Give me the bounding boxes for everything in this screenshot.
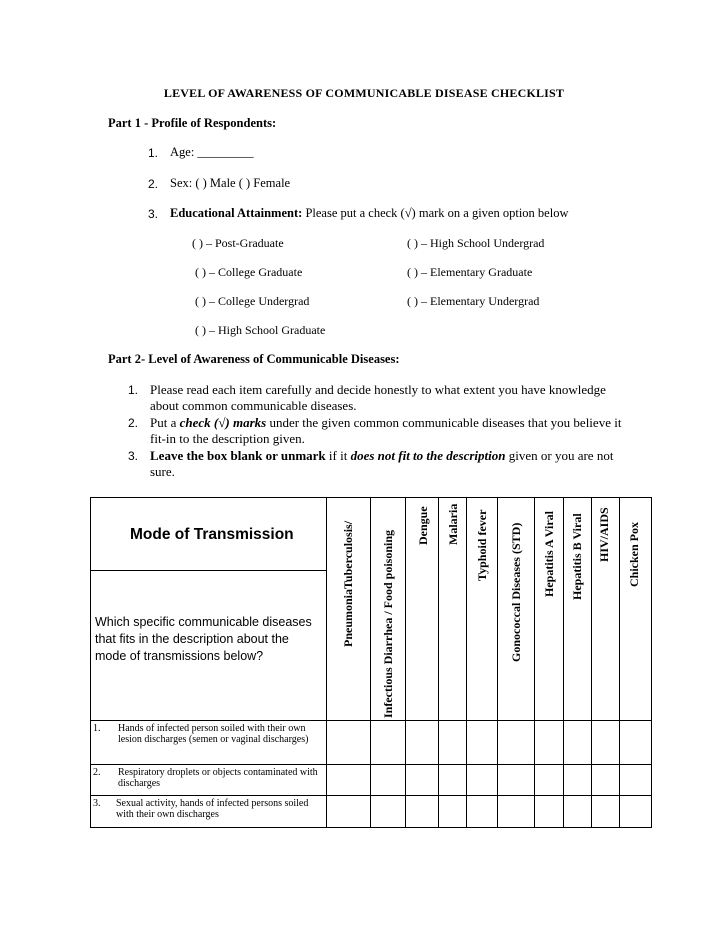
check-cell[interactable] [327,796,370,827]
instruction-3: Leave the box blank or unmark if it does not fit to the description given or you are not sure. [150,448,614,479]
part1-heading: Part 1 - Profile of Respondents: [108,116,277,130]
header-gonococcal: Gonococcal Diseases (STD) [509,522,523,662]
check-cell[interactable] [535,796,563,827]
header-pneumonia-tuberculosis: PneumoniaTuberculosis/ [341,520,355,647]
instruction-number: 1. [128,383,139,397]
option-college-undergrad[interactable]: ( ) – College Undergrad [195,294,310,308]
table-question: Which specific communicable diseases that fits in the description about the mode of transmissions below? [95,615,312,663]
item-number: 1. [148,146,159,160]
check-cell[interactable] [592,796,619,827]
check-cell[interactable] [467,796,497,827]
instruction-number: 3. [128,449,139,463]
option-elementary-graduate[interactable]: ( ) – Elementary Graduate [407,265,533,279]
row-1-description: Hands of infected person soiled with their own lesion discharges (semen or vaginal discharges) [118,723,309,745]
option-post-graduate[interactable]: ( ) – Post-Graduate [192,236,284,250]
header-infectious-diarrhea: Infectious Diarrhea / Food poisoning [381,529,395,718]
check-cell[interactable] [406,721,438,764]
check-cell[interactable] [592,721,619,764]
item-number: 2. [148,177,159,191]
check-cell[interactable] [327,721,370,764]
check-cell[interactable] [620,721,651,764]
check-marks-emphasis: check (√) marks [179,415,267,430]
check-cell[interactable] [592,765,619,795]
row-number: 3. [93,798,101,809]
check-cell[interactable] [439,721,466,764]
check-cell[interactable] [620,765,651,795]
check-cell[interactable] [535,721,563,764]
header-hepatitis-b: Hepatitis B Viral [570,513,584,600]
mode-of-transmission-heading: Mode of Transmission [130,526,294,543]
header-chicken-pox: Chicken Pox [627,521,641,587]
check-cell[interactable] [498,765,534,795]
header-dengue: Dengue [416,506,430,545]
check-cell[interactable] [620,796,651,827]
check-cell[interactable] [564,721,591,764]
header-hepatitis-a: Hepatitis A Viral [542,510,556,597]
instruction-1: Please read each item carefully and decide honestly to what extent you have knowledge about common communicable diseases. [150,382,606,413]
header-malaria: Malaria [446,503,460,545]
option-elementary-undergrad[interactable]: ( ) – Elementary Undergrad [407,294,540,308]
option-high-school-undergrad[interactable]: ( ) – High School Undergrad [407,236,545,250]
item-number: 3. [148,207,159,221]
check-cell[interactable] [439,796,466,827]
row-2-description: Respiratory droplets or objects contaminated with discharges [118,767,318,789]
check-cell[interactable] [467,765,497,795]
check-cell[interactable] [564,796,591,827]
instruction-2: Put a check (√) marks under the given common communicable diseases that you believe it fit-in to the description given. [150,415,622,446]
sex-options[interactable]: Sex: ( ) Male ( ) Female [170,176,291,190]
option-high-school-graduate[interactable]: ( ) – High School Graduate [195,323,326,337]
row-3-description: Sexual activity, hands of infected persons soiled with their own discharges [116,798,309,820]
check-cell[interactable] [467,721,497,764]
instruction-number: 2. [128,416,139,430]
leave-blank-emphasis: Leave the box blank or unmark [150,448,326,463]
check-cell[interactable] [406,765,438,795]
age-field[interactable]: Age: _________ [170,145,254,159]
education-prompt [170,206,568,221]
part2-heading: Part 2- Level of Awareness of Communicable Diseases: [108,352,400,366]
check-cell[interactable] [439,765,466,795]
page-title: LEVEL OF AWARENESS OF COMMUNICABLE DISEASE CHECKLIST [163,86,565,100]
check-cell[interactable] [371,765,405,795]
check-cell[interactable] [535,765,563,795]
check-cell[interactable] [498,721,534,764]
header-hiv-aids: HIV/AIDS [597,507,611,562]
row-number: 1. [93,723,101,734]
check-cell[interactable] [498,796,534,827]
check-cell[interactable] [371,721,405,764]
check-cell[interactable] [564,765,591,795]
education-label: Educational Attainment: [170,206,303,220]
check-cell[interactable] [371,796,405,827]
check-cell[interactable] [406,796,438,827]
check-cell[interactable] [327,765,370,795]
row-number: 2. [93,767,101,778]
education-instruction: Please put a check (√) mark on a given option below [302,206,569,220]
header-typhoid-fever: Typhoid fever [475,509,489,581]
option-college-graduate[interactable]: ( ) – College Graduate [195,265,303,279]
not-fit-emphasis: does not fit to the description [350,448,506,463]
